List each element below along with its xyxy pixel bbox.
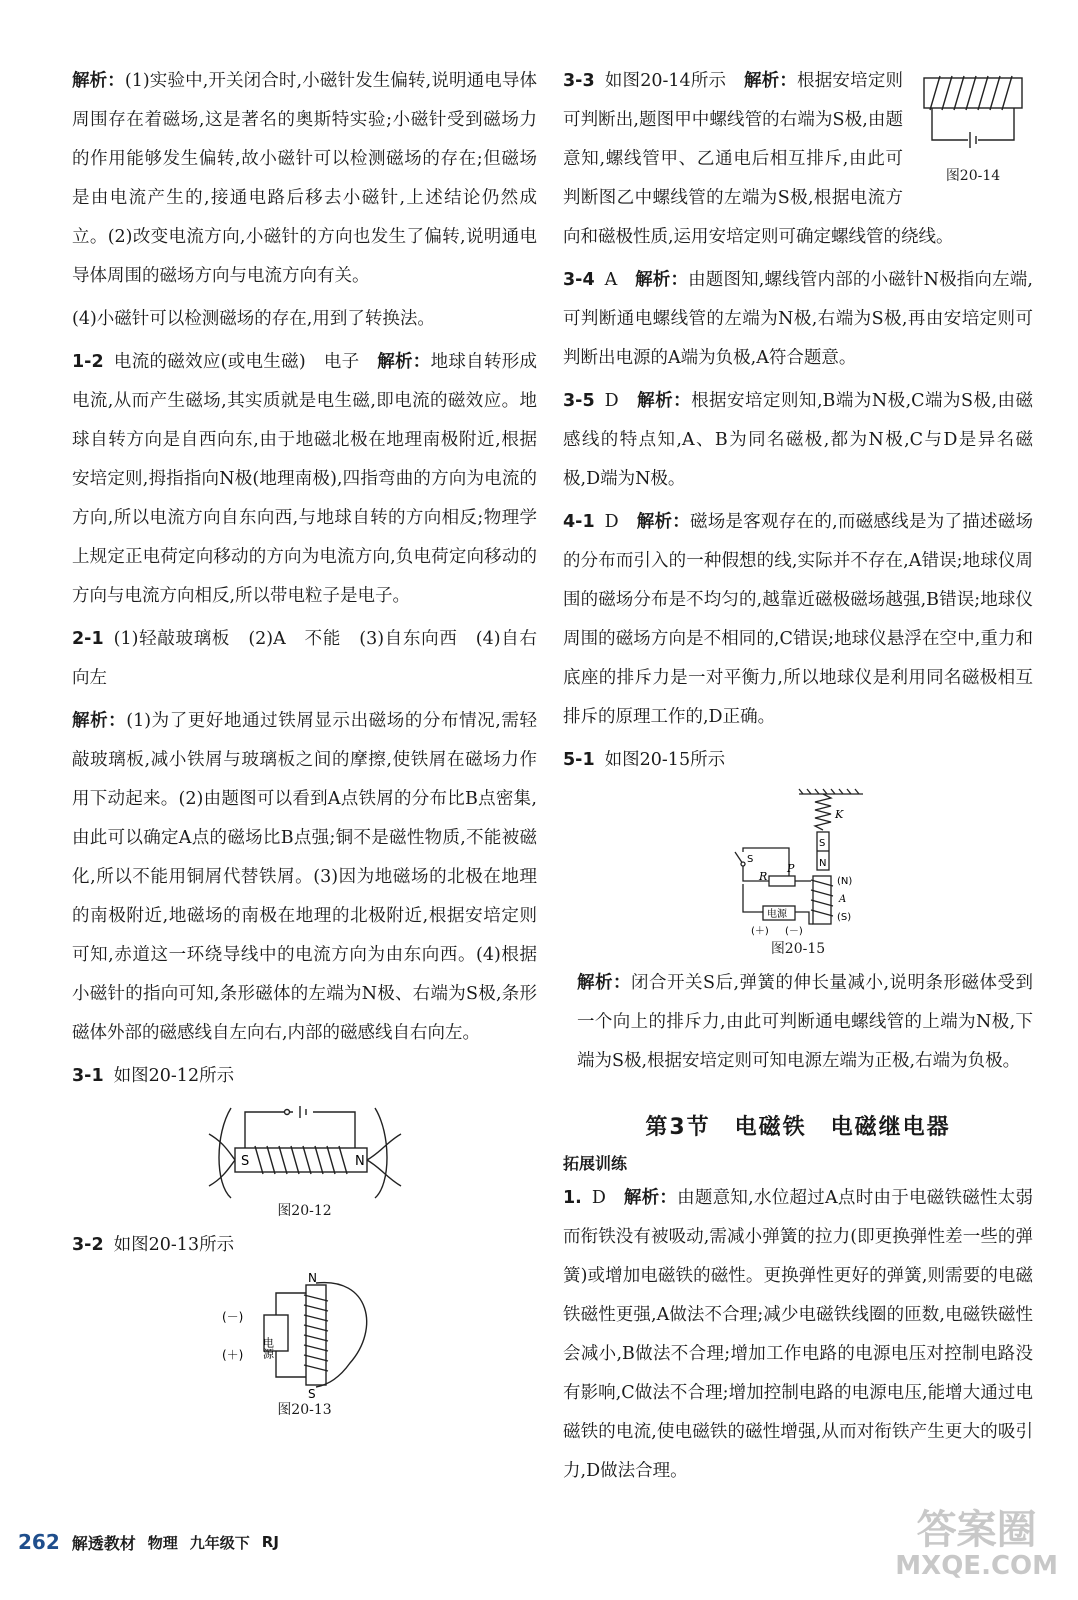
terminal-minus-label: (－)	[221, 1310, 243, 1324]
figure-20-14-caption: 图20-14	[945, 168, 1001, 184]
answer-4-1: 4-1 D 解析：磁场是客观存在的,而磁感线是为了描述磁场的分布而引入的一种假想的线,实际并不存在,A错误;地球仪周围的磁场分布是不均匀的,越靠近磁极磁场越强,B错误;地球仪周围的磁场方向是不相同的,C错误;地球仪悬浮在空中,重力和底座的排斥力是一对平衡力,所以地球仪是利用同名磁极相互排斥的原理工作的,D正确。	[563, 512, 1034, 727]
solenoid-diagram-20-12	[205, 1104, 405, 1200]
answer-1-1-explanation: 解析：(1)实验中,开关闭合时,小磁针发生偏转,说明通电导体周围存在着磁场,这是著名的奥斯特实验;小磁针受到磁场力的作用能够发生偏转,故小磁针可以检测磁场的存在;但磁场是由电流产生的,接通电路后移去小磁针,上述结论仍然成立。(2)改变电流方向,小磁针的方向也发生了偏转,说明通电导体周围的磁场方向与电流方向有关。	[72, 71, 537, 286]
figure-20-12	[72, 1104, 537, 1222]
answer-3-5: 3-5 D 解析：根据安培定则知,B端为N极,C端为S极,由磁感线的特点知,A、B为同名磁极,都为N极,C与D是异名磁极,D端为N极。	[563, 391, 1033, 489]
answer-5-1: 5-1 如图20-15所示	[563, 750, 726, 770]
answer-3-2: 3-2 如图20-13所示	[72, 1235, 235, 1255]
answer-2-1-explanation: 解析：(1)为了更好地通过铁屑显示出磁场的分布情况,需轻敲玻璃板,减小铁屑与玻璃板之间的摩擦,使铁屑在磁场力作用下动起来。(2)由题图可以看到A点铁屑的分布比B点密集,由此可以确定A点的磁场比B点强;铜不是磁性物质,不能被磁化,所以不能用铜屑代替铁屑。(3)因为地磁场的北极在地理的南极附近,地磁场的南极在地理的北极附近,根据安培定则可知,赤道这一环绕导线中的电流方向为由东向西。(4)根据小磁针的指向可知,条形磁体的左端为N极、右端为S极,条形磁体外部的磁感线自左向右,内部的磁感线自右向左。	[72, 711, 537, 1043]
figure-20-13-caption: 图20-13	[277, 1402, 332, 1418]
answer-3-1: 3-1 如图20-12所示	[72, 1066, 235, 1086]
right-column	[563, 62, 1033, 1491]
answer-5-1-explanation: 解析：闭合开关S后,弹簧的伸长量减小,说明条形磁体受到一个向上的排斥力,由此可判断通电螺线管的上端为N极,下端为S极,根据安培定则可知电源左端为正极,右端为负极。	[577, 973, 1034, 1071]
pole-s-label: S	[240, 1154, 249, 1169]
figure-20-12-caption: 图20-12	[277, 1203, 332, 1219]
top-pole-label: (N)	[837, 876, 853, 887]
answer-3-4: 3-4 A 解析：由题图知,螺线管内部的小磁针N极指向左端,可判断通电螺线管的左端为N极,右端为S极,再由安培定则可判断出电源的A端为负极,A符合题意。	[563, 270, 1033, 368]
watermark-cn: 答案圈	[916, 1507, 1037, 1553]
figure-20-15-caption: 图20-15	[770, 941, 826, 957]
book-title: 解透教材	[71, 1533, 136, 1553]
resistor-r-label: R	[759, 870, 768, 883]
slider-p-label: P	[787, 862, 795, 875]
bottom-pole-label: (S)	[837, 912, 852, 923]
page-number: 262	[18, 1530, 60, 1554]
magnet-n-label: N	[819, 858, 827, 869]
watermark-logo	[895, 1508, 1058, 1580]
edition-label: RJ	[261, 1533, 279, 1551]
watermark-en: MXQE.COM	[895, 1551, 1058, 1581]
terminal-minus-label: (－)	[785, 926, 803, 937]
magnet-s-label: S	[819, 838, 826, 849]
power-source-label: 电源	[261, 1337, 274, 1359]
subject-label: 物理	[147, 1533, 178, 1552]
left-column	[72, 62, 537, 1425]
pole-n-label: N	[354, 1154, 365, 1169]
answer-3-3: 3-3 如图20-14所示 解析：根据安培定则可判断出,题图甲中螺线管的右端为S极,由题意知,螺线管甲、乙通电后相互排斥,由此可判断图乙中螺线管的左端为S极,根据电流方向和磁极性质,运用安培定则可确定螺线管的绕线。	[563, 71, 954, 247]
answer-1-2: 1-2 电流的磁效应(或电生磁) 电子 解析：地球自转形成电流,从而产生磁场,其实质就是电生磁,即电流的磁效应。地球自转方向是自西向东,由于地磁北极在地理南极附近,根据安培定则,拇指指向N极(地理南极),四指弯曲的方向为电流的方向,所以电流方向自东向西,与地球自转的方向相反;物理学上规定正电荷定向移动的方向为电流方向,负电荷定向移动的方向与电流方向相反,所以带电粒子是电子。	[72, 352, 538, 606]
answer-2-1: 2-1 (1)轻敲玻璃板 (2)A 不能 (3)自东向西 (4)自右向左	[72, 629, 537, 688]
electromagnet-spring-diagram-20-15	[713, 788, 883, 938]
terminal-plus-label: (＋)	[751, 926, 769, 937]
pole-n-label: N	[307, 1273, 317, 1285]
figure-20-15	[563, 788, 1033, 960]
section-title: 第3节 电磁铁 电磁继电器	[645, 1115, 951, 1140]
switch-s-label: S	[747, 854, 754, 865]
terminal-plus-label: (＋)	[221, 1348, 243, 1362]
answer-extension-1: 1. D 解析：由题意知,水位超过A点时由于电磁铁磁性太弱而衔铁没有被吸动,需减小弹簧的拉力(即更换弹性差一些的弹簧)或增加电磁铁的磁性。更换弹性更好的弹簧,则需要的电磁铁磁性更强,A做法不合理;减少电磁铁线圈的匝数,电磁铁磁性会减小,B做法不合理;增加工作电路的电源电压对控制电路没有影响,C做法不合理;增加控制电路的电源电压,能增大通过电磁铁的电流,使电磁铁的磁性增强,从而对衔铁产生更大的吸引力,D做法合理。	[563, 1188, 1034, 1481]
subsection-title: 拓展训练	[563, 1154, 628, 1173]
answer-1-1-explanation-part4: (4)小磁针可以检测磁场的存在,用到了转换法。	[72, 309, 435, 329]
pole-s-label: S	[307, 1387, 316, 1399]
power-source-label: 电源	[767, 909, 787, 920]
grade-label: 九年级下	[189, 1533, 250, 1552]
figure-20-13	[72, 1273, 537, 1421]
solenoid-diagram-20-13	[220, 1273, 390, 1399]
solenoid-diagram-20-14	[918, 70, 1028, 150]
figure-20-14	[913, 70, 1033, 187]
spring-k-label: K	[835, 808, 844, 821]
point-a-label: A	[839, 894, 847, 905]
page-footer	[18, 1522, 279, 1562]
